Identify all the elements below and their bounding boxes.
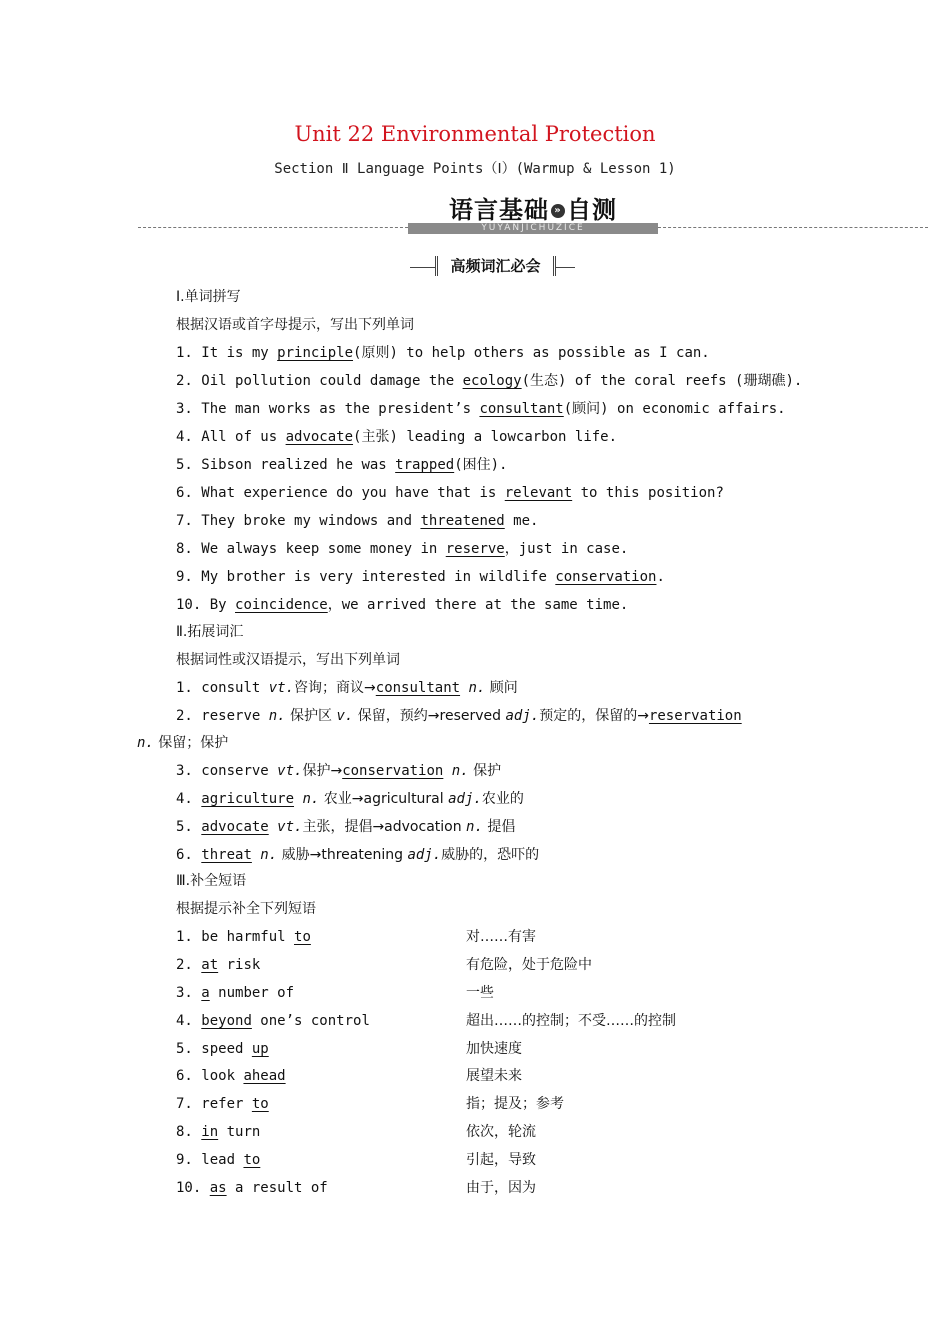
phrase-meaning: 一些 <box>466 985 494 1001</box>
list-item <box>176 595 628 615</box>
banner-title-b: 自测 <box>567 196 617 224</box>
item-text: What experience do you have that is <box>201 485 505 501</box>
list-item <box>176 343 710 363</box>
part-of-speech: v. <box>336 708 354 724</box>
item-text: The man works as the president’s <box>201 401 480 417</box>
answer-blank: ahead <box>243 1068 286 1084</box>
phrase-meaning: 由于，因为 <box>466 1180 536 1196</box>
part-of-speech: n. <box>251 847 278 863</box>
part-of-speech: n. <box>443 763 469 779</box>
item-number: 7. <box>176 1096 193 1112</box>
item-text: number of <box>209 985 295 1001</box>
item-text: Oil pollution could damage the <box>201 373 463 389</box>
part-of-speech: adj. <box>407 847 442 863</box>
item-text <box>201 1180 209 1196</box>
item-text: All of us <box>201 429 286 445</box>
item-text: It is my <box>201 345 278 361</box>
section-banner <box>138 190 928 238</box>
item-text: 农业的 <box>481 791 524 807</box>
item-number: 5. <box>176 457 193 473</box>
banner-divider-left <box>138 227 408 228</box>
item-number: 9. <box>176 1152 193 1168</box>
item-text: 预定的，保留的→ <box>539 708 649 724</box>
phrase-meaning: 对……有害 <box>466 929 536 945</box>
phrase-meaning: 指；提及；参考 <box>466 1096 564 1112</box>
item-number: 1. <box>176 929 193 945</box>
phrase-meaning: 加快速度 <box>466 1041 522 1057</box>
item-text: (原则) to help others as possible as I can. <box>353 345 710 361</box>
part-of-speech: n. <box>137 735 154 751</box>
answer-blank: to <box>294 929 311 945</box>
list-item <box>176 761 501 781</box>
item-number: 3. <box>176 985 193 1001</box>
phrase-meaning: 有危险，处于危险中 <box>466 957 592 973</box>
answer-blank: reservation <box>648 708 742 724</box>
item-text: 保留，预约→reserved <box>353 708 506 724</box>
item-number: 8. <box>176 1124 193 1140</box>
answer-blank: principle <box>277 345 354 361</box>
item-text: risk <box>218 957 261 973</box>
item-number: 7. <box>176 513 193 529</box>
item-text: Sibson realized he was <box>201 457 396 473</box>
item-text: (顾问) on economic affairs. <box>563 401 786 417</box>
item-number: 2. <box>176 708 193 724</box>
list-item <box>176 845 539 865</box>
item-text: 顾问 <box>485 680 518 696</box>
item-text: look <box>201 1068 244 1084</box>
item-text: We always keep some money in <box>201 541 446 557</box>
list-item <box>176 539 628 559</box>
item-text: reserve <box>201 708 269 724</box>
item-number: 2. <box>176 373 193 389</box>
label-box <box>435 256 556 276</box>
item-number: 1. <box>176 345 193 361</box>
answer-blank: reserve <box>445 541 505 557</box>
part-of-speech: adj. <box>505 708 540 724</box>
part3-heading: Ⅲ.补全短语 <box>176 873 247 889</box>
answer-blank: ecology <box>462 373 522 389</box>
item-text: ，just in case. <box>504 541 629 557</box>
item-text: me. <box>504 513 539 529</box>
answer-blank: as <box>209 1180 227 1196</box>
part2-instruction: 根据词性或汉语提示，写出下列单词 <box>176 652 400 668</box>
item-number: 4. <box>176 791 193 807</box>
part1-instruction: 根据汉语或首字母提示，写出下列单词 <box>176 317 414 333</box>
answer-blank: coincidence <box>235 597 328 613</box>
item-number: 5. <box>176 1041 193 1057</box>
unit-title: Unit 22 Environmental Protection <box>294 122 656 146</box>
phrase-row <box>176 1178 328 1198</box>
item-text: to this position? <box>572 485 724 501</box>
item-number: 4. <box>176 429 193 445</box>
item-text: . <box>656 569 665 585</box>
banner-title <box>438 190 628 225</box>
item-text: 提倡 <box>482 819 516 835</box>
phrase-row <box>176 983 294 1003</box>
answer-blank: to <box>243 1152 261 1168</box>
item-text: turn <box>218 1124 261 1140</box>
item-number: 5. <box>176 819 193 835</box>
list-item-continuation <box>137 733 228 753</box>
item-number: 10. <box>176 1180 202 1196</box>
phrase-row <box>176 1039 269 1059</box>
answer-blank: at <box>201 957 219 973</box>
phrase-row <box>176 1011 370 1031</box>
part-of-speech: n. <box>460 680 486 696</box>
vocab-section-label <box>410 256 575 276</box>
item-text: a result of <box>226 1180 328 1196</box>
list-item <box>176 567 665 587</box>
list-item <box>176 789 524 809</box>
answer-blank: beyond <box>201 1013 252 1029</box>
item-text: refer <box>201 1096 252 1112</box>
phrase-row <box>176 1094 269 1114</box>
banner-pinyin: YUYANJICHUZICE <box>408 223 658 234</box>
item-number: 6. <box>176 485 193 501</box>
answer-blank: to <box>251 1096 269 1112</box>
answer-blank: relevant <box>504 485 573 501</box>
phrase-row <box>176 927 311 947</box>
part3-instruction: 根据提示补全下列短语 <box>176 901 316 917</box>
item-text: (生态) of the coral reefs (珊瑚礁). <box>521 373 803 389</box>
part-of-speech: vt. <box>268 680 295 696</box>
item-text: 主张，提倡→advocation <box>302 819 467 835</box>
item-text: consult <box>201 680 269 696</box>
item-number: 2. <box>176 957 193 973</box>
phrase-row <box>176 955 260 975</box>
list-item <box>176 678 518 698</box>
answer-blank: conservation <box>555 569 657 585</box>
item-text: speed <box>201 1041 252 1057</box>
item-text: (主张) leading a lowcarbon life. <box>353 429 618 445</box>
part-of-speech: adj. <box>448 791 482 807</box>
chevron-right-icon: » <box>551 204 565 218</box>
answer-blank: consultant <box>375 680 461 696</box>
item-text: be harmful <box>201 929 295 945</box>
answer-blank: in <box>201 1124 219 1140</box>
phrase-row <box>176 1066 286 1086</box>
banner-title-a: 语言基础 <box>449 196 549 224</box>
item-text: 威胁的，恐吓的 <box>441 847 540 863</box>
phrase-row <box>176 1150 260 1170</box>
answer-blank: consultant <box>479 401 564 417</box>
item-number: 10. <box>176 597 202 613</box>
item-text: 咨询；商议→ <box>294 680 376 696</box>
answer-blank: trapped <box>395 457 455 473</box>
phrase-meaning: 引起，导致 <box>466 1152 536 1168</box>
item-number: 4. <box>176 1013 193 1029</box>
list-item <box>176 455 507 475</box>
section-subtitle: Section Ⅱ Language Points（Ⅰ）(Warmup & Lesson 1) <box>274 161 676 177</box>
item-text: ，we arrived there at the same time. <box>327 597 629 613</box>
item-number: 3. <box>176 763 193 779</box>
list-item <box>176 427 617 447</box>
list-item <box>176 817 515 837</box>
list-item <box>176 483 724 503</box>
item-text: 保护区 <box>285 708 337 724</box>
item-number: 9. <box>176 569 193 585</box>
phrase-meaning: 依次，轮流 <box>466 1124 536 1140</box>
item-text: My brother is very interested in wildlife <box>201 569 556 585</box>
item-text: 保护 <box>468 763 502 779</box>
phrase-meaning: 展望未来 <box>466 1068 522 1084</box>
answer-blank: threatened <box>420 513 505 529</box>
phrase-meaning: 超出……的控制；不受……的控制 <box>466 1013 676 1029</box>
item-number: 8. <box>176 541 193 557</box>
item-text: (困住). <box>454 457 508 473</box>
list-item <box>176 511 538 531</box>
item-text: conserve <box>201 763 278 779</box>
list-item <box>176 399 786 419</box>
phrase-row <box>176 1122 260 1142</box>
section-label-text: 高频词汇必会 <box>450 257 541 275</box>
list-item <box>176 371 802 391</box>
item-text: 农业→agricultural <box>319 791 449 807</box>
part-of-speech: n. <box>466 819 483 835</box>
item-number: 6. <box>176 847 193 863</box>
item-text: lead <box>201 1152 244 1168</box>
item-number: 6. <box>176 1068 193 1084</box>
item-text: one’s control <box>251 1013 370 1029</box>
part2-heading: Ⅱ.拓展词汇 <box>176 624 244 640</box>
answer-blank: agriculture <box>201 791 295 807</box>
part-of-speech: n. <box>268 708 286 724</box>
answer-blank: conservation <box>342 763 444 779</box>
item-number: 3. <box>176 401 193 417</box>
part1-heading: Ⅰ.单词拼写 <box>176 289 241 305</box>
answer-blank: advocate <box>201 819 269 835</box>
answer-blank: up <box>251 1041 269 1057</box>
part-of-speech: vt. <box>268 819 303 835</box>
item-text: 保留；保护 <box>153 735 229 751</box>
answer-blank: advocate <box>285 429 354 445</box>
item-text: 威胁→threatening <box>277 847 408 863</box>
part-of-speech: vt. <box>277 763 303 779</box>
item-text: They broke my windows and <box>201 513 421 529</box>
item-text: 保护→ <box>302 763 343 779</box>
part-of-speech: n. <box>294 791 320 807</box>
item-text: By <box>201 597 236 613</box>
item-number: 1. <box>176 680 193 696</box>
banner-divider-right <box>658 227 928 228</box>
answer-blank: a <box>201 985 210 1001</box>
answer-blank: threat <box>201 847 252 863</box>
list-item <box>176 706 742 726</box>
